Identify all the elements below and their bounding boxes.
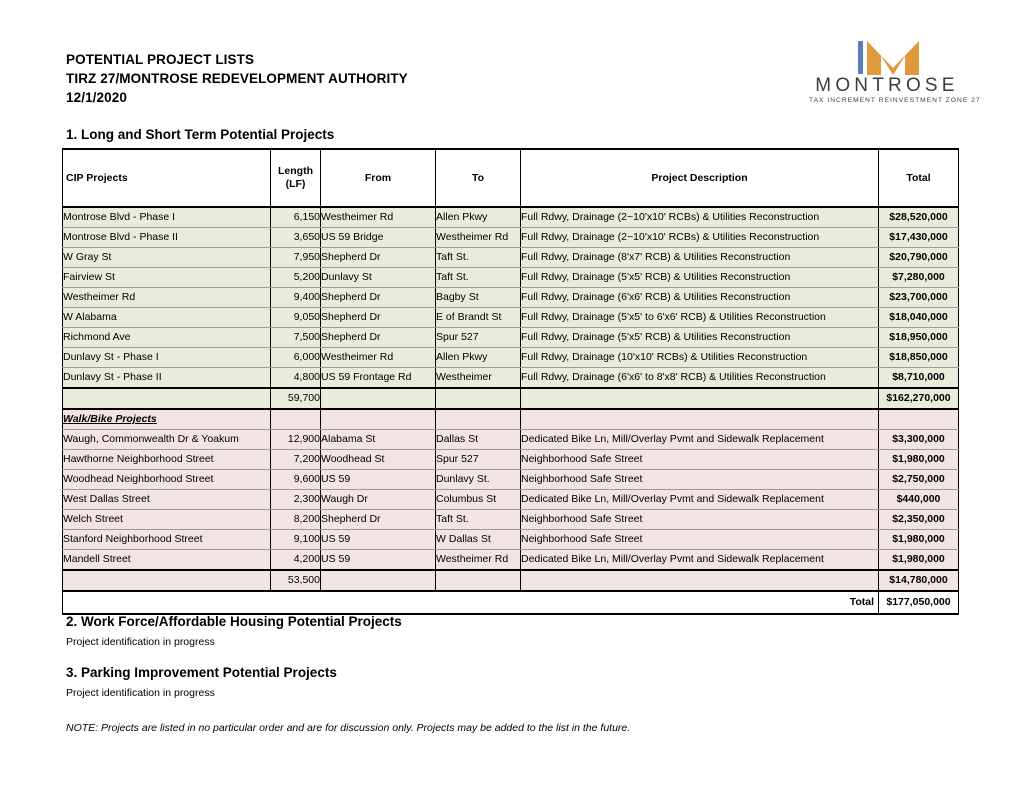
table-row	[63, 510, 959, 530]
logo-mark	[805, 38, 965, 76]
cell-description: Full Rdwy, Drainage (5'x5' to 6'x6' RCB) & Utilities Reconstruction	[521, 308, 879, 328]
cell-to: Bagby St	[436, 288, 521, 308]
grand-total-label: Total	[63, 591, 879, 614]
cell-description: Neighborhood Safe Street	[521, 470, 879, 490]
projects-table	[62, 148, 959, 615]
cell-total: $23,700,000	[879, 288, 959, 308]
cell-total: $17,430,000	[879, 228, 959, 248]
cell-project: Fairview St	[63, 268, 271, 288]
header-title-line1: POTENTIAL PROJECT LISTS	[66, 52, 255, 67]
cell-description: Full Rdwy, Drainage (6'x6' to 8'x8' RCB) & Utilities Reconstruction	[521, 368, 879, 389]
section-2-note: Project identification in progress	[66, 636, 215, 648]
cell-total: $1,980,000	[879, 550, 959, 571]
logo-m-chevron-icon	[867, 41, 919, 80]
cell-length-subtotal: 53,500	[271, 570, 321, 591]
table-row	[63, 268, 959, 288]
cell-to: Westheimer Rd	[436, 550, 521, 571]
cell-to: Spur 527	[436, 450, 521, 470]
header-date: 12/1/2020	[66, 90, 127, 105]
cell-description: Full Rdwy, Drainage (6'x6' RCB) & Utilities Reconstruction	[521, 288, 879, 308]
column-header-length-line1: Length	[278, 165, 313, 177]
cell-project: Richmond Ave	[63, 328, 271, 348]
projects-table-container	[62, 148, 958, 615]
cell-project: Welch Street	[63, 510, 271, 530]
cell-project: Dunlavy St - Phase I	[63, 348, 271, 368]
cell-from	[321, 388, 436, 409]
cell-length: 12,900	[271, 430, 321, 450]
cell-length: 6,000	[271, 348, 321, 368]
column-header-length	[271, 149, 321, 207]
cell-total: $18,040,000	[879, 308, 959, 328]
cell-description: Full Rdwy, Drainage (5'x5' RCB) & Utilities Reconstruction	[521, 328, 879, 348]
cell-from: Woodhead St	[321, 450, 436, 470]
cell-total: $2,350,000	[879, 510, 959, 530]
cell-total: $7,280,000	[879, 268, 959, 288]
cell-total: $28,520,000	[879, 207, 959, 228]
cell-empty	[321, 409, 436, 430]
cell-empty	[436, 409, 521, 430]
cell-description	[521, 570, 879, 591]
cell-length: 4,200	[271, 550, 321, 571]
cell-total: $18,850,000	[879, 348, 959, 368]
cell-from: Shepherd Dr	[321, 328, 436, 348]
cell-description: Neighborhood Safe Street	[521, 530, 879, 550]
cell-length: 3,650	[271, 228, 321, 248]
cell-length: 7,200	[271, 450, 321, 470]
cell-from: Dunlavy St	[321, 268, 436, 288]
column-header-total: Total	[879, 149, 959, 207]
cell-from: US 59 Bridge	[321, 228, 436, 248]
cell-total: $2,750,000	[879, 470, 959, 490]
cell-to: Spur 527	[436, 328, 521, 348]
cell-empty	[521, 409, 879, 430]
cell-empty	[271, 409, 321, 430]
cell-from: Shepherd Dr	[321, 248, 436, 268]
cell-project: W Alabama	[63, 308, 271, 328]
cell-description: Full Rdwy, Drainage (8'x7' RCB) & Utilities Reconstruction	[521, 248, 879, 268]
cell-from: US 59	[321, 470, 436, 490]
cell-length: 6,150	[271, 207, 321, 228]
cell-project	[63, 388, 271, 409]
logo-wordmark: MONTROSE	[815, 75, 959, 96]
cell-length: 9,050	[271, 308, 321, 328]
cell-to: Dallas St	[436, 430, 521, 450]
cell-total: $8,710,000	[879, 368, 959, 389]
cell-length: 2,300	[271, 490, 321, 510]
cell-from: US 59	[321, 550, 436, 571]
table-row	[63, 248, 959, 268]
montrose-logo	[805, 38, 981, 108]
cell-length-subtotal: 59,700	[271, 388, 321, 409]
cell-from: Westheimer Rd	[321, 348, 436, 368]
header-title-line2: TIRZ 27/MONTROSE REDEVELOPMENT AUTHORITY	[66, 71, 408, 86]
cell-description	[521, 388, 879, 409]
section-2-heading: 2. Work Force/Affordable Housing Potential Projects	[66, 614, 402, 629]
cell-total-subtotal: $14,780,000	[879, 570, 959, 591]
cell-to: Westheimer	[436, 368, 521, 389]
cell-length: 8,200	[271, 510, 321, 530]
walkbike-subtotal-row	[63, 570, 959, 591]
cell-to: Allen Pkwy	[436, 348, 521, 368]
cell-project: West Dallas Street	[63, 490, 271, 510]
column-header-from: From	[321, 149, 436, 207]
column-header-to: To	[436, 149, 521, 207]
cell-from	[321, 570, 436, 591]
cell-project: Stanford Neighborhood Street	[63, 530, 271, 550]
cell-from: US 59	[321, 530, 436, 550]
cell-total: $18,950,000	[879, 328, 959, 348]
section-3-note: Project identification in progress	[66, 687, 215, 699]
table-row	[63, 470, 959, 490]
cell-to	[436, 388, 521, 409]
cell-total: $1,980,000	[879, 530, 959, 550]
table-row	[63, 450, 959, 470]
cell-total-subtotal: $162,270,000	[879, 388, 959, 409]
walkbike-section-header-row	[63, 409, 959, 430]
cell-to: Taft St.	[436, 510, 521, 530]
cell-to: Allen Pkwy	[436, 207, 521, 228]
grand-total-value: $177,050,000	[879, 591, 959, 614]
cell-project: Hawthorne Neighborhood Street	[63, 450, 271, 470]
cell-to: Taft St.	[436, 268, 521, 288]
column-header-description: Project Description	[521, 149, 879, 207]
cell-project: Waugh, Commonwealth Dr & Yoakum	[63, 430, 271, 450]
logo-blue-bar-icon	[858, 41, 863, 74]
cell-from: Shepherd Dr	[321, 288, 436, 308]
table-row	[63, 530, 959, 550]
column-header-projects: CIP Projects	[63, 149, 271, 207]
table-row	[63, 368, 959, 389]
cell-description: Full Rdwy, Drainage (10'x10' RCBs) & Utilities Reconstruction	[521, 348, 879, 368]
logo-tagline: TAX INCREMENT REINVESTMENT ZONE 27	[809, 97, 981, 104]
table-row	[63, 550, 959, 571]
cell-to: Dunlavy St.	[436, 470, 521, 490]
cell-project: Woodhead Neighborhood Street	[63, 470, 271, 490]
cell-total: $1,980,000	[879, 450, 959, 470]
cell-length: 7,500	[271, 328, 321, 348]
cell-description: Full Rdwy, Drainage (2~10'x10' RCBs) & Utilities Reconstruction	[521, 228, 879, 248]
cell-length: 9,100	[271, 530, 321, 550]
cell-from: Waugh Dr	[321, 490, 436, 510]
cell-project: W Gray St	[63, 248, 271, 268]
cell-project: Mandell Street	[63, 550, 271, 571]
column-header-length-line2: (LF)	[285, 178, 306, 190]
cell-description: Dedicated Bike Ln, Mill/Overlay Pvmt and Sidewalk Replacement	[521, 550, 879, 571]
table-row	[63, 308, 959, 328]
grand-total-row	[63, 591, 959, 614]
cell-from: Alabama St	[321, 430, 436, 450]
cell-to: E of Brandt St	[436, 308, 521, 328]
document-header	[66, 50, 408, 107]
cell-project: Montrose Blvd - Phase II	[63, 228, 271, 248]
cell-to	[436, 570, 521, 591]
table-row	[63, 430, 959, 450]
cell-length: 7,950	[271, 248, 321, 268]
walkbike-section-label: Walk/Bike Projects	[63, 409, 271, 430]
cell-empty	[879, 409, 959, 430]
table-row	[63, 228, 959, 248]
table-row	[63, 490, 959, 510]
cell-length: 9,600	[271, 470, 321, 490]
cell-description: Dedicated Bike Ln, Mill/Overlay Pvmt and Sidewalk Replacement	[521, 490, 879, 510]
cell-description: Neighborhood Safe Street	[521, 450, 879, 470]
section-3-heading: 3. Parking Improvement Potential Projects	[66, 665, 337, 680]
table-row	[63, 328, 959, 348]
cell-length: 9,400	[271, 288, 321, 308]
cell-project: Dunlavy St - Phase II	[63, 368, 271, 389]
cip-subtotal-row	[63, 388, 959, 409]
cell-description: Dedicated Bike Ln, Mill/Overlay Pvmt and Sidewalk Replacement	[521, 430, 879, 450]
table-row	[63, 207, 959, 228]
section-1-heading: 1. Long and Short Term Potential Projects	[66, 127, 335, 142]
cell-description: Full Rdwy, Drainage (2~10'x10' RCBs) & Utilities Reconstruction	[521, 207, 879, 228]
cell-from: Shepherd Dr	[321, 308, 436, 328]
cell-to: W Dallas St	[436, 530, 521, 550]
footnote-text: NOTE: Projects are listed in no particular order and are for discussion only. Projects may be added to the list in the future.	[66, 722, 631, 734]
cell-project	[63, 570, 271, 591]
cell-to: Taft St.	[436, 248, 521, 268]
cell-from: Westheimer Rd	[321, 207, 436, 228]
cell-total: $20,790,000	[879, 248, 959, 268]
cell-description: Full Rdwy, Drainage (5'x5' RCB) & Utilities Reconstruction	[521, 268, 879, 288]
cell-project: Westheimer Rd	[63, 288, 271, 308]
cell-length: 4,800	[271, 368, 321, 389]
table-row	[63, 348, 959, 368]
table-body	[63, 207, 959, 614]
table-header-row	[63, 149, 959, 207]
cell-description: Neighborhood Safe Street	[521, 510, 879, 530]
cell-project: Montrose Blvd - Phase I	[63, 207, 271, 228]
cell-from: US 59 Frontage Rd	[321, 368, 436, 389]
cell-from: Shepherd Dr	[321, 510, 436, 530]
cell-total: $440,000	[879, 490, 959, 510]
cell-total: $3,300,000	[879, 430, 959, 450]
cell-length: 5,200	[271, 268, 321, 288]
table-row	[63, 288, 959, 308]
cell-to: Columbus St	[436, 490, 521, 510]
cell-to: Westheimer Rd	[436, 228, 521, 248]
